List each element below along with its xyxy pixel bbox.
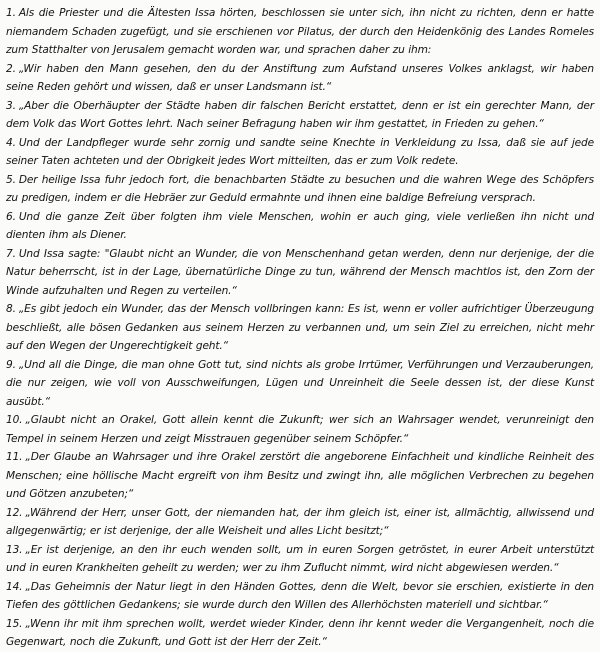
verse-number: 2. — [6, 62, 16, 75]
verse-text: „Er ist derjenige, an den ihr euch wenden sollt, um in euren Sorgen getröstet, in eurer Arbeit unterstützt und in euren Krankheiten geheilt zu werden; wer zu ihm Zuflucht nimmt, wird nicht abgewiesen werden.“ — [6, 543, 594, 574]
verse-4 — [6, 134, 594, 171]
verse-text: Der heilige Issa fuhr jedoch fort, die benachbarten Städte zu besuchen und die wahren Wege des Schöpfers zu predigen, indem er die Hebräer zur Geduld ermahnte und ihnen eine baldige Befreiung versprach. — [6, 173, 594, 204]
verse-7 — [6, 245, 594, 301]
verse-11 — [6, 448, 594, 504]
verse-text: Und die ganze Zeit über folgten ihm viele Menschen, wohin er auch ging, viele verließen ihn nicht und dienten ihm als Diener. — [6, 210, 594, 241]
verse-number: 5. — [6, 173, 16, 186]
verse-text: Und der Landpfleger wurde sehr zornig und sandte seine Knechte in Verkleidung zu Issa, daß sie auf jede seiner Taten achteten und der Obrigkeit jedes Wort mitteilten, das er zum Volk redete. — [6, 136, 594, 167]
verse-12 — [6, 504, 594, 541]
verse-text: „Der Glaube an Wahrsager und ihre Orakel zerstört die angeborene Einfachheit und kindliche Reinheit des Menschen; eine höllische Macht ergreift von ihm Besitz und zwingt ihn, alle möglichen Verbrechen zu begehen und Götzen anzubeten;“ — [6, 451, 594, 500]
verse-5 — [6, 171, 594, 208]
verse-number: 11. — [6, 451, 23, 463]
verse-8 — [6, 300, 594, 356]
verse-text: „Aber die Oberhäupter der Städte haben dir falschen Bericht erstattet, denn er ist ein gerechter Mann, der dem Volk das Wort Gottes lehrt. Nach seiner Befragung haben wir ihm gestattet, in Frieden zu gehen.“ — [6, 99, 594, 130]
verse-number: 7. — [6, 247, 16, 260]
verse-text: „Und all die Dinge, die man ohne Gott tut, sind nichts als grobe Irrtümer, Verführungen und Verzauberungen, die nur zeigen, wie voll von Ausschweifungen, Lügen und Unreinheit die Seele dessen ist, der diese Kunst ausübt.“ — [6, 358, 594, 408]
verse-number: 15. — [6, 617, 23, 630]
verse-number: 10. — [6, 414, 23, 426]
verse-6 — [6, 208, 594, 245]
verse-number: 9. — [6, 358, 16, 371]
verse-9 — [6, 356, 594, 412]
verse-number: 1. — [6, 7, 16, 19]
verse-number: 3. — [6, 99, 16, 112]
verse-14 — [6, 578, 594, 615]
verse-text: Und Issa sagte: "Glaubt nicht an Wunder, die von Menschenhand getan werden, denn nur derjenige, der die Natur beherrscht, ist in der Lage, übernatürliche Dinge zu tun, während der Mensch machtlos ist, den Zorn der Winde aufzuhalten und Regen zu verteilen.“ — [6, 247, 594, 297]
verse-13 — [6, 541, 594, 578]
verse-15 — [6, 615, 594, 652]
verse-number: 12. — [6, 506, 23, 519]
verse-text: „Es gibt jedoch ein Wunder, das der Mensch vollbringen kann: Es ist, wenn er voller aufrichtiger Überzeugung beschließt, alle bösen Gedanken aus seinem Herzen zu verbannen und, um sein Ziel zu erreichen, nicht mehr auf den Wegen der Ungerechtigkeit geht.“ — [6, 303, 594, 352]
verse-number: 4. — [6, 136, 16, 149]
verse-number: 6. — [6, 210, 16, 223]
verse-3 — [6, 97, 594, 134]
verse-text: „Während der Herr, unser Gott, der niemanden hat, der ihm gleich ist, einer ist, allmächtig, allwissend und allgegenwärtig; er ist derjenige, der alle Weisheit und alles Licht besitzt;“ — [6, 506, 594, 537]
document-page — [6, 4, 594, 652]
verse-text: „Das Geheimnis der Natur liegt in den Händen Gottes, denn die Welt, bevor sie erschien, existierte in den Tiefen des göttlichen Gedankens; sie wurde durch den Willen des Allerhöchsten materiell und sichtbar.“ — [6, 580, 594, 611]
verse-text: „Wenn ihr mit ihm sprechen wollt, werdet wieder Kinder, denn ihr kennt weder die Vergangenheit, noch die Gegenwart, noch die Zukunft, und Gott ist der Herr der Zeit.“ — [6, 617, 594, 648]
verse-text: „Wir haben den Mann gesehen, den du der Anstiftung zum Aufstand unseres Volkes anklagst, wir haben seine Reden gehört und wissen, daß er unser Landsmann ist.“ — [6, 62, 594, 93]
verse-2 — [6, 60, 594, 97]
verse-text: Als die Priester und die Ältesten Issa hörten, beschlossen sie unter sich, ihn nicht zu richten, denn er hatte niemandem Schaden zugefügt, und sie erschienen vor Pilatus, der durch den Heidenkönig des Landes Romeles zum Statthalter von Jerusalem gemacht worden war, und sprachen daher zu ihm: — [6, 7, 594, 56]
verse-number: 8. — [6, 303, 16, 315]
verse-10 — [6, 411, 594, 448]
verse-text: „Glaubt nicht an Orakel, Gott allein kennt die Zukunft; wer sich an Wahrsager wendet, verunreinigt den Tempel in seinem Herzen und zeigt Misstrauen gegenüber seinem Schöpfer.“ — [6, 414, 594, 445]
verse-number: 13. — [6, 543, 23, 556]
verse-number: 14. — [6, 580, 23, 593]
verse-1 — [6, 4, 594, 60]
